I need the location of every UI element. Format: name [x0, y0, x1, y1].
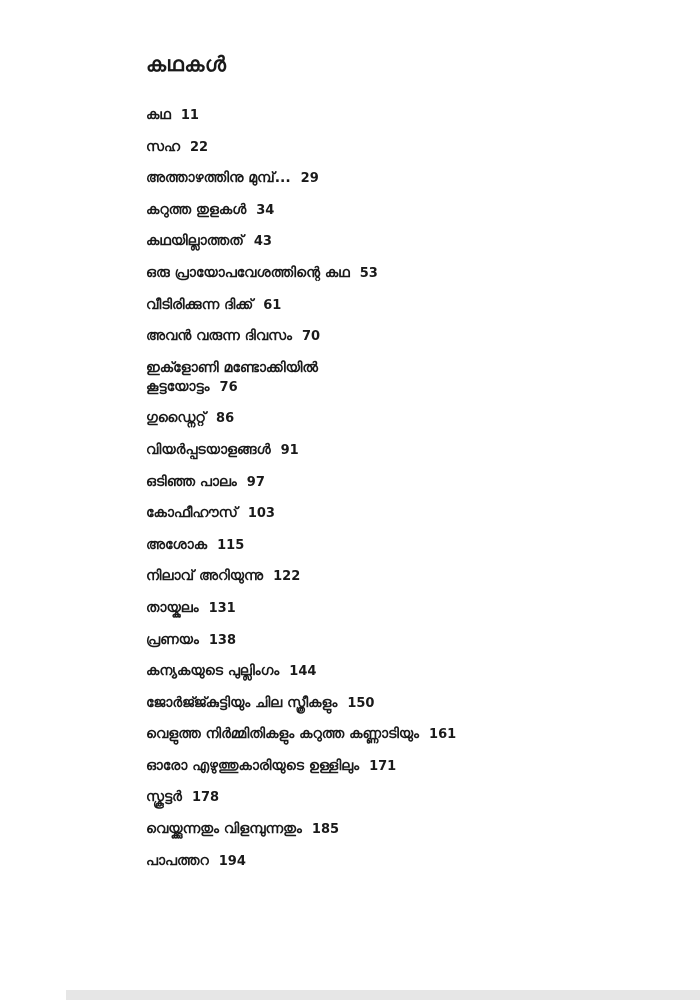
- toc-entry-title: ജോർജ്ജ്കുട്ടിയും ചില സ്ത്രീകളും: [146, 694, 338, 711]
- toc-entry: [146, 504, 666, 523]
- toc-entry-title: വെയ്ക്കുന്നതും വിളമ്പുന്നതും: [146, 821, 302, 838]
- toc-entry-page: 70: [301, 329, 321, 345]
- toc-entry-title: കഥയില്ലാത്തത്: [146, 233, 244, 250]
- toc-entry: [146, 296, 666, 315]
- toc-entry-page: 138: [208, 632, 236, 648]
- toc-entry-title: കഥ: [146, 107, 171, 123]
- toc-entry-title: സഹ: [146, 138, 181, 155]
- toc-entry-title: വിയർപ്പടയാളങ്ങൾ: [146, 441, 271, 458]
- toc-entry-page: 161: [429, 727, 457, 743]
- toc-entry-page: 185: [311, 822, 340, 838]
- toc-entry: [146, 169, 666, 188]
- toc-entry-page: 61: [263, 297, 282, 313]
- toc-entry-page: 76: [219, 379, 238, 395]
- toc-entry: [146, 264, 666, 283]
- toc-entry: [146, 409, 666, 428]
- toc-entry-title: ഒരു പ്രായോപവേശത്തിന്റെ കഥ: [146, 264, 350, 281]
- toc-entry-title: പ്രണയം: [146, 631, 199, 648]
- toc-entry-title: സ്കൂട്ടർ: [146, 789, 182, 806]
- toc-entry-title: ഓരോ എഴുത്തുകാരിയുടെ ഉള്ളിലും: [146, 757, 360, 774]
- toc-entry: [146, 631, 666, 650]
- toc-entry-page: 171: [369, 758, 397, 774]
- toc-entry-title: ഒടിഞ്ഞ പാലം: [146, 473, 237, 490]
- toc-heading: കഥകൾ: [146, 52, 227, 76]
- toc-entry: [146, 788, 666, 807]
- toc-entry-title: തായ്കുലം: [146, 599, 199, 616]
- toc-entry-page: 43: [253, 234, 272, 250]
- toc-entry: [146, 599, 666, 618]
- toc-entry-title: കോഫീഹൗസ്: [146, 505, 238, 522]
- toc-entry: [146, 757, 666, 776]
- toc-entry-title: നിലാവ് അറിയുന്നു: [146, 568, 264, 585]
- toc-entry-page: 29: [300, 171, 319, 187]
- toc-entry-title: അത്താഴത്തിനു മുമ്പ്...: [146, 170, 291, 187]
- toc-entry: [146, 694, 666, 713]
- toc-list: [146, 106, 666, 883]
- toc-entry-page: 22: [190, 139, 209, 155]
- toc-entry: [146, 852, 666, 871]
- toc-entry: [146, 359, 666, 397]
- toc-entry-page: 11: [180, 108, 199, 123]
- toc-entry-page: 150: [347, 695, 375, 711]
- toc-entry-title: വീടിരിക്കുന്ന ദിക്ക്: [146, 296, 254, 313]
- toc-entry-title: കറുത്ത തുളകൾ: [146, 201, 247, 218]
- toc-entry-title-line1: ഇക്ളോണി മണ്ടോക്കിയിൽ: [146, 359, 319, 376]
- toc-entry-title: പാപത്തറ: [146, 852, 209, 869]
- toc-entry: [146, 473, 666, 492]
- toc-entry-title-line2: കൂട്ടയോട്ടം: [146, 378, 210, 395]
- toc-entry: [146, 441, 666, 460]
- toc-entry: [146, 201, 666, 220]
- toc-entry-page: 144: [289, 664, 317, 680]
- toc-entry: [146, 232, 666, 251]
- toc-entry-page: 97: [246, 474, 265, 490]
- toc-entry-page: 122: [273, 569, 301, 585]
- toc-entry-title: ഗുഡ്നൈറ്റ്: [146, 410, 207, 427]
- toc-entry-page: 178: [191, 790, 220, 806]
- toc-entry: [146, 662, 666, 681]
- toc-entry-page: 103: [247, 506, 275, 522]
- toc-entry: [146, 106, 666, 125]
- toc-entry: [146, 725, 666, 744]
- toc-entry: [146, 567, 666, 586]
- toc-entry-page: 34: [256, 202, 275, 218]
- toc-entry-page: 91: [280, 442, 299, 458]
- toc-entry: [146, 138, 666, 157]
- toc-entry-title: വെളുത്ത നിർമ്മിതികളും കറുത്ത കണ്ണാടിയും: [146, 726, 420, 743]
- toc-entry-title: അശോക: [146, 536, 208, 553]
- toc-entry-page: 86: [216, 411, 235, 427]
- toc-entry-page: 131: [208, 600, 236, 616]
- toc-entry-page: 53: [359, 265, 378, 281]
- scroll-strip: [66, 990, 700, 1000]
- toc-entry-title: കന്യകയുടെ പുല്ലിംഗം: [146, 663, 280, 680]
- toc-entry: [146, 327, 666, 346]
- toc-entry: [146, 820, 666, 839]
- toc-entry-page: 115: [217, 537, 245, 553]
- toc-entry-title: അവൻ വരുന്ന ദിവസം: [146, 328, 292, 345]
- toc-entry: [146, 536, 666, 555]
- toc-entry-page: 194: [218, 853, 246, 869]
